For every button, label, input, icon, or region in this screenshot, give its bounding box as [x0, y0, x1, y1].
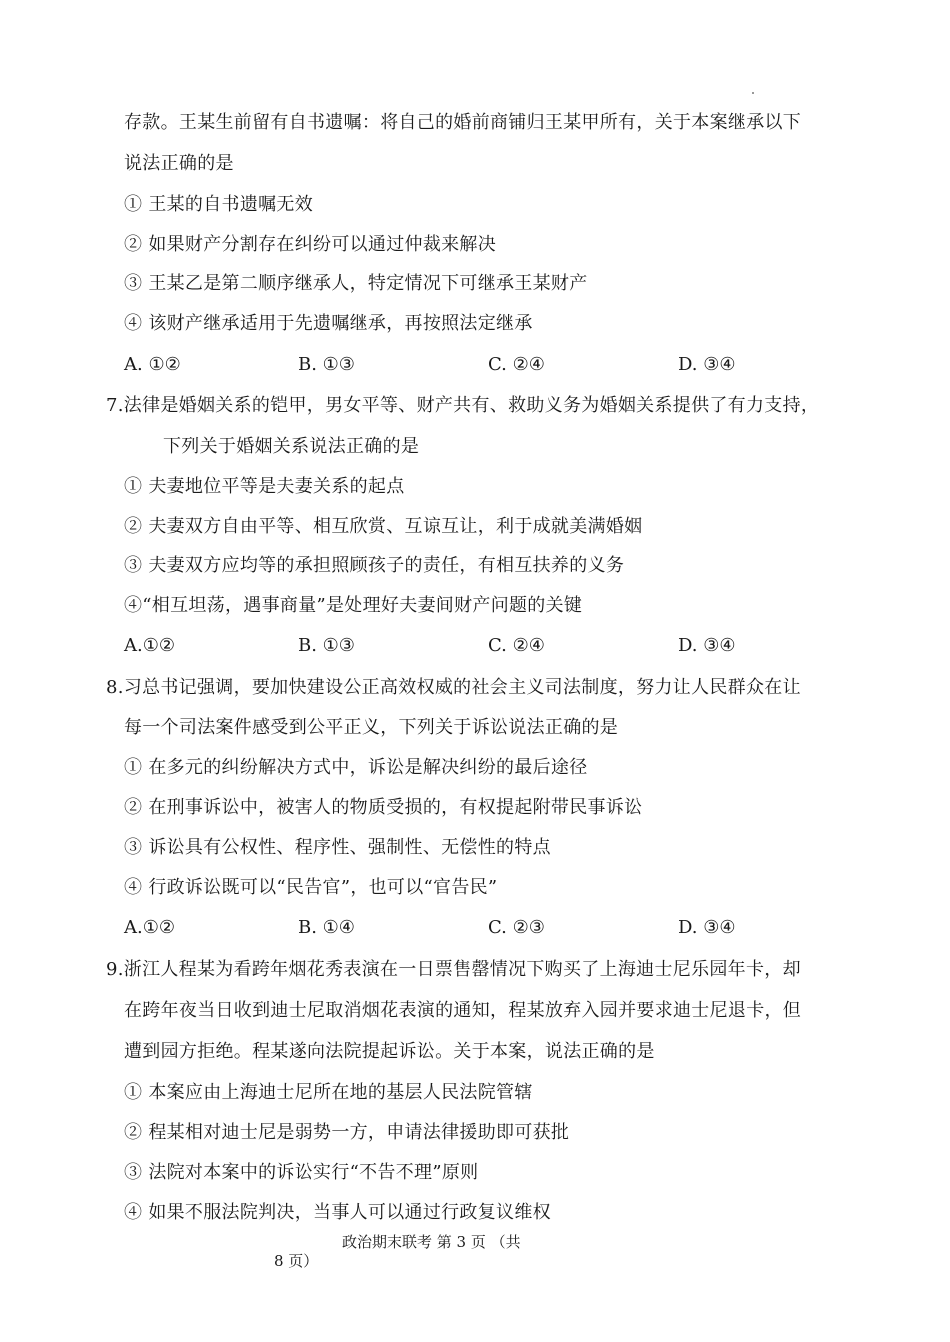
q6-item-4: ④ 该财产继承适用于先遗嘱继承，再按照法定继承 [124, 313, 533, 334]
q8-option-a: A.①② [124, 917, 175, 938]
scan-dot [752, 92, 754, 94]
q8-item-1: ① 在多元的纠纷解决方式中，诉讼是解决纠纷的最后途径 [124, 757, 588, 778]
q9-item-2: ② 程某相对迪士尼是弱势一方，申请法律援助即可获批 [124, 1122, 570, 1143]
q9-stem-2: 在跨年夜当日收到迪士尼取消烟花表演的通知，程某放弃入园并要求迪士尼退卡，但 [124, 1000, 802, 1021]
q7-item-3: ③ 夫妻双方应均等的承担照顾孩子的责任，有相互扶养的义务 [124, 555, 625, 576]
q9-stem-3: 遭到园方拒绝。程某遂向法院提起诉讼。关于本案，说法正确的是 [124, 1041, 655, 1062]
q7-option-a: A.①② [124, 635, 175, 656]
q7-option-c: C. ②④ [488, 635, 545, 656]
q8-stem-1: 8.习总书记强调，要加快建设公正高效权威的社会主义司法制度，努力让人民群众在让 [106, 677, 801, 698]
q6-option-b: B. ①③ [298, 354, 355, 375]
q7-option-d: D. ③④ [678, 635, 736, 656]
q9-item-4: ④ 如果不服法院判决，当事人可以通过行政复议维权 [124, 1202, 551, 1223]
q6-option-a: A. ①② [124, 354, 181, 375]
q6-item-1: ① 王某的自书遗嘱无效 [124, 194, 314, 215]
q6-option-d: D. ③④ [678, 354, 736, 375]
q8-option-b: B. ①④ [298, 917, 355, 938]
q7-stem-1: 7.法律是婚姻关系的铠甲，男女平等、财产共有、救助义务为婚姻关系提供了有力支持， [106, 395, 820, 416]
q6-line-1: 存款。王某生前留有自书遗嘱：将自己的婚前商铺归王某甲所有，关于本案继承以下 [124, 112, 802, 133]
q8-stem-2: 每一个司法案件感受到公平正义，下列关于诉讼说法正确的是 [124, 717, 619, 738]
q6-item-2: ② 如果财产分割存在纠纷可以通过仲裁来解决 [124, 234, 497, 255]
q8-option-d: D. ③④ [678, 917, 736, 938]
page-footer-line-1: 政治期末联考 第 3 页 （共 [342, 1233, 521, 1251]
q8-option-c: C. ②③ [488, 917, 545, 938]
q6-line-2: 说法正确的是 [124, 153, 234, 174]
q8-item-2: ② 在刑事诉讼中，被害人的物质受损的，有权提起附带民事诉讼 [124, 797, 643, 818]
q7-item-2: ② 夫妻双方自由平等、相互欣赏、互谅互让，利于成就美满婚姻 [124, 516, 643, 537]
q9-stem-1: 9.浙江人程某为看跨年烟花秀表演在一日票售罄情况下购买了上海迪士尼乐园年卡，却 [106, 959, 801, 980]
q6-option-c: C. ②④ [488, 354, 545, 375]
q9-item-1: ① 本案应由上海迪士尼所在地的基层人民法院管辖 [124, 1082, 533, 1103]
q7-item-4: ④“相互坦荡，遇事商量”是处理好夫妻间财产问题的关键 [124, 595, 583, 616]
q7-item-1: ① 夫妻地位平等是夫妻关系的起点 [124, 476, 405, 497]
q8-item-4: ④ 行政诉讼既可以“民告官”，也可以“官告民” [124, 877, 498, 898]
q7-option-b: B. ①③ [298, 635, 355, 656]
q9-item-3: ③ 法院对本案中的诉讼实行“不告不理”原则 [124, 1162, 479, 1183]
q7-stem-2: 下列关于婚姻关系说法正确的是 [163, 436, 420, 457]
page-footer-line-2: 8 页） [274, 1252, 319, 1270]
q6-item-3: ③ 王某乙是第二顺序继承人，特定情况下可继承王某财产 [124, 273, 588, 294]
q8-item-3: ③ 诉讼具有公权性、程序性、强制性、无偿性的特点 [124, 837, 551, 858]
